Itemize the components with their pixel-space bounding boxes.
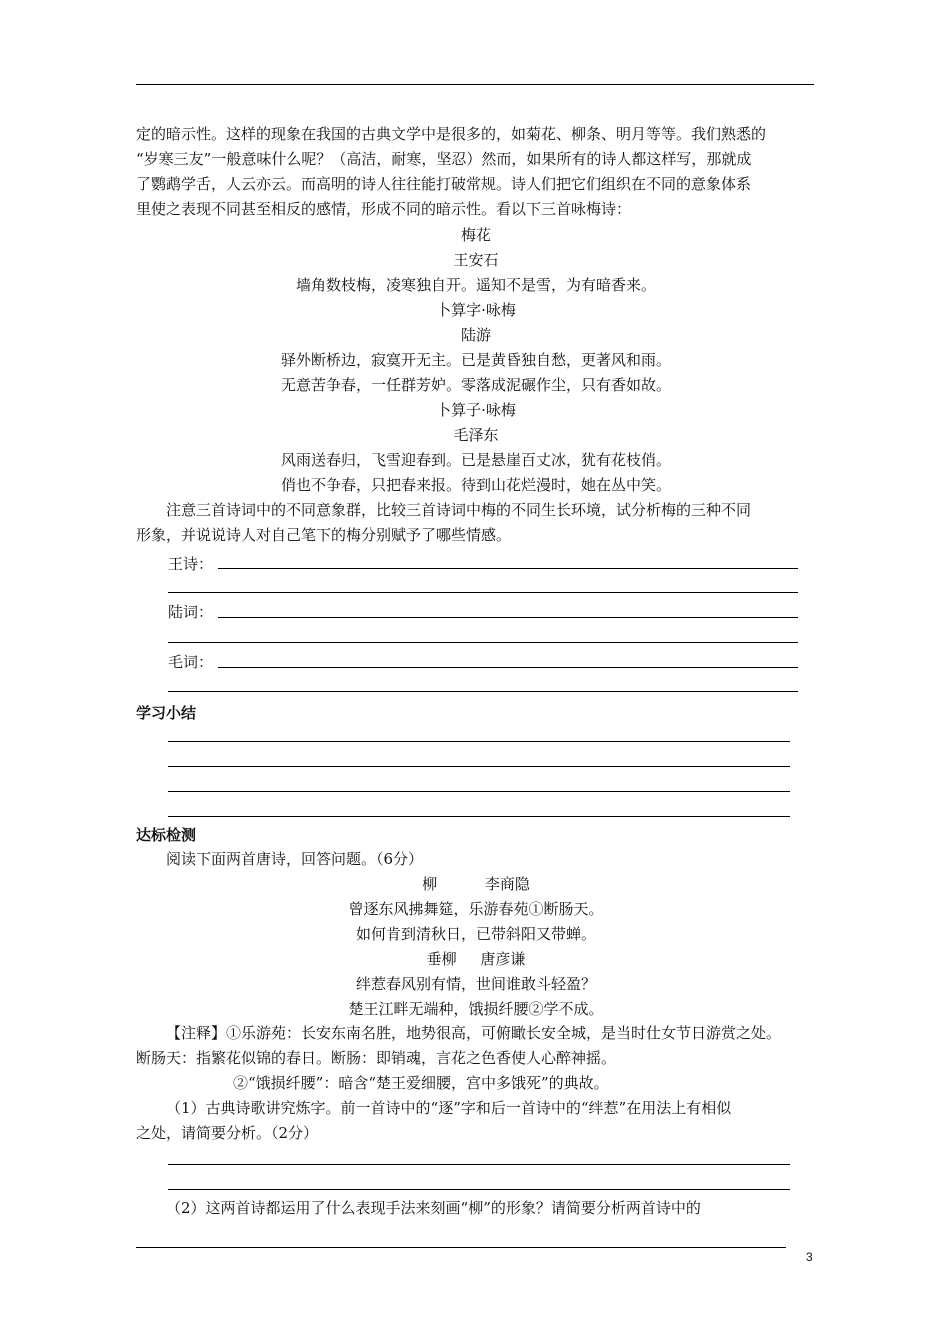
- answer-line-lu-2[interactable]: [168, 642, 798, 643]
- tang2-header: 垂柳 唐彦谦: [426, 950, 526, 968]
- intro-line-1: 定的暗示性。这样的现象在我国的古典文学中是很多的，如菊花、柳条、明月等等。我们熟悉的: [136, 125, 767, 143]
- summary-line-2[interactable]: [168, 766, 790, 767]
- q1-line-2: 之处，请简要分析。（2分）: [136, 1124, 319, 1142]
- summary-line-4[interactable]: [168, 816, 790, 817]
- poem2-line-2: 无意苦争春，一任群芳妒。零落成泥碾作尘，只有香如故。: [280, 376, 671, 394]
- q2-line-1: （2）这两首诗都运用了什么表现手法来刻画“柳”的形象？请简要分析两首诗中的: [166, 1199, 701, 1217]
- intro-line-2: “岁寒三友”一般意味什么呢？（高洁，耐寒，坚忍）然而，如果所有的诗人都这样写，那就成: [136, 150, 752, 168]
- poem2-author: 陆游: [460, 326, 491, 344]
- q1-answer-line-2[interactable]: [168, 1189, 790, 1190]
- intro-line-3: 了鹦鹉学舌，人云亦云。而高明的诗人往往能打破常规。诗人们把它们组织在不同的意象体系: [136, 175, 752, 193]
- summary-line-3[interactable]: [168, 791, 790, 792]
- tang1-header: 柳 李商隐: [422, 875, 530, 893]
- summary-line-1[interactable]: [168, 741, 790, 742]
- note-line-2: 断肠天：指繁花似锦的春日。断肠：即销魂，言花之色香使人心醉神摇。: [136, 1049, 617, 1067]
- summary-heading: 学习小结: [136, 705, 197, 722]
- answer-label-lu: 陆词：: [168, 603, 214, 621]
- answer-line-lu-1[interactable]: [218, 617, 798, 618]
- q1-line-1: （1）古典诗歌讲究炼字。前一首诗中的“逐”字和后一首诗中的“绊惹”在用法上有相似: [166, 1099, 732, 1117]
- q1-answer-line-1[interactable]: [168, 1164, 790, 1165]
- intro-line-4: 里使之表现不同甚至相反的感情，形成不同的暗示性。看以下三首咏梅诗：: [136, 200, 632, 218]
- tang2-line-1: 绊惹春风别有情，世间谁敢斗轻盈？: [355, 975, 596, 993]
- poem3-title: 卜算子·咏梅: [436, 401, 516, 419]
- test-intro: 阅读下面两首唐诗，回答问题。（6分）: [166, 850, 424, 868]
- answer-label-mao: 毛词：: [168, 653, 214, 671]
- answer-line-mao-2[interactable]: [168, 691, 798, 692]
- answer-line-wang-1[interactable]: [218, 568, 798, 569]
- poem3-author: 毛泽东: [453, 426, 499, 444]
- tang2-line-2: 楚王江畔无端种，饿损纤腰②学不成。: [348, 1000, 604, 1018]
- poem1-author: 王安石: [453, 251, 499, 269]
- poem3-line-1: 风雨送春归，飞雪迎春到。已是悬崖百丈冰，犹有花枝俏。: [280, 451, 671, 469]
- answer-label-wang: 王诗：: [168, 555, 214, 573]
- footer-rule: [136, 1247, 786, 1248]
- poem2-title: 卜算字·咏梅: [436, 301, 516, 319]
- answer-line-wang-2[interactable]: [168, 592, 798, 593]
- poem3-line-2: 俏也不争春，只把春来报。待到山花烂漫时，她在丛中笑。: [280, 476, 671, 494]
- question-line-2: 形象，并说说诗人对自己笔下的梅分别赋予了哪些情感。: [136, 526, 512, 544]
- test-heading: 达标检测: [136, 827, 197, 844]
- note-line-1: 【注释】①乐游苑：长安东南名胜，地势很高，可俯瞰长安全城，是当时仕女节日游赏之处。: [166, 1024, 782, 1042]
- header-rule: [136, 84, 814, 85]
- poem1-title: 梅花: [460, 226, 491, 244]
- poem1-line: 墙角数枝梅，凌寒独自开。遥知不是雪，为有暗香来。: [295, 276, 656, 294]
- page-number: 3: [806, 1250, 813, 1264]
- note-line-3: ②“饿损纤腰”：暗含“楚王爱细腰，宫中多饿死”的典故。: [233, 1074, 609, 1092]
- question-line-1: 注意三首诗词中的不同意象群，比较三首诗词中梅的不同生长环境，试分析梅的三种不同: [166, 501, 752, 519]
- poem2-line-1: 驿外断桥边，寂寞开无主。已是黄昏独自愁，更著风和雨。: [280, 351, 671, 369]
- tang1-line-2: 如何肯到清秋日，已带斜阳又带蝉。: [355, 925, 596, 943]
- answer-line-mao-1[interactable]: [218, 667, 798, 668]
- tang1-line-1: 曾逐东风拂舞筵，乐游春苑①断肠天。: [348, 900, 604, 918]
